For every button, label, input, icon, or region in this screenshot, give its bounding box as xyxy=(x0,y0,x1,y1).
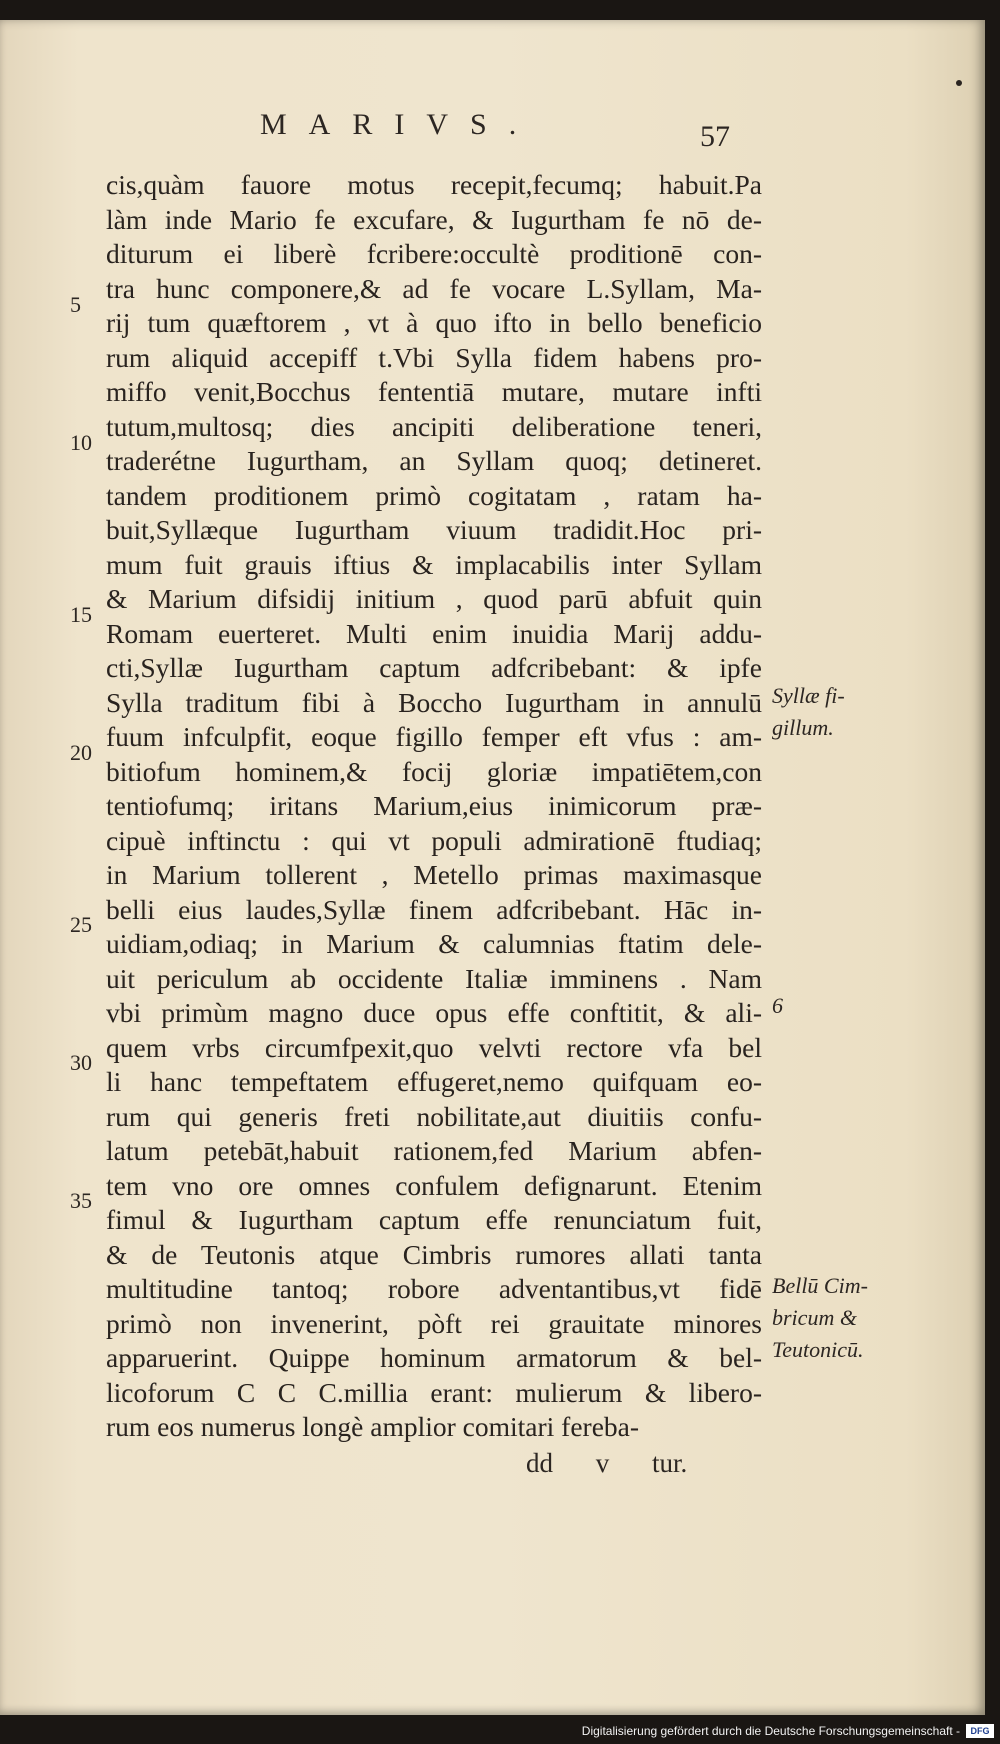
page-number: 57 xyxy=(700,120,730,153)
scanned-page xyxy=(0,20,985,1715)
line-number-15: 15 xyxy=(70,602,92,627)
margin-note-line: Bellū Cim- xyxy=(772,1273,868,1298)
text-line: Sylla traditum fibi à Boccho Iugurtham in annulū xyxy=(106,686,762,718)
text-line: Romam euerteret. Multi enim inuidia Marij addu- xyxy=(106,617,762,649)
line-number-5: 5 xyxy=(70,292,81,317)
text-line: vbi primùm magno duce opus effe conftitit, & ali- xyxy=(106,997,762,1028)
digitization-credit: Digitalisierung gefördert durch die Deutsche Forschungsgemeinschaft - xyxy=(581,1724,960,1738)
text-line: buit,Syllæque Iugurtham viuum tradidit.Hoc pri- xyxy=(106,514,762,545)
text-line: cti,Syllæ Iugurtham captum adfcribebant: & ipfe xyxy=(106,652,762,683)
text-line: rij tum quæftorem , vt à quo ifto in bello beneficio xyxy=(106,307,762,338)
margin-note-bellum xyxy=(772,1270,868,1366)
text-line: tentiofumq; iritans Marium,eius inimicorum præ- xyxy=(106,790,762,821)
text-line: rum eos numerus longè amplior comitari fereba- xyxy=(106,1411,640,1442)
line-number-35: 35 xyxy=(70,1188,92,1213)
margin-note-marker: 6 xyxy=(772,993,783,1018)
margin-note-sylla-seal xyxy=(772,680,845,744)
text-line: rum qui generis freti nobilitate,aut diuitiis confu- xyxy=(106,1100,762,1132)
margin-note-line: Teutonicū. xyxy=(772,1337,864,1362)
text-line: cis,quàm fauore motus recepit,fecumq; habuit.Pa xyxy=(106,169,762,200)
text-line: in Marium tollerent , Metello primas maximasque xyxy=(106,859,762,890)
text-line: primò non invenerint, pòft rei grauitate minores xyxy=(106,1307,762,1339)
text-line: uit periculum ab occidente Italiæ imminens . Nam xyxy=(106,962,762,994)
catchword: dd v tur. xyxy=(526,1448,688,1478)
text-line: li hanc tempeftatem effugeret,nemo quifquam eo- xyxy=(106,1066,762,1097)
text-line: belli eius laudes,Syllæ finem adfcribebant. Hāc in- xyxy=(106,893,762,925)
margin-note-line: gillum. xyxy=(772,715,834,740)
text-line: quem vrbs circumfpexit,quo velvti rectore vfa bel xyxy=(106,1031,762,1063)
text-line: mum fuit grauis iftius & implacabilis inter Syllam xyxy=(106,548,762,580)
line-number-10: 10 xyxy=(70,430,92,455)
text-line: traderétne Iugurtham, an Syllam quoq; detineret. xyxy=(106,445,762,476)
text-line: bitiofum hominem,& focij gloriæ impatiētem,con xyxy=(106,755,762,787)
text-line: fuum infculpfit, eoque figillo femper eft vfus : am- xyxy=(106,721,762,752)
text-line: rum aliquid accepiff t.Vbi Sylla fidem habens pro- xyxy=(106,341,762,373)
margin-note-line: Syllæ fi- xyxy=(772,683,845,708)
text-line: cipuè inftinctu : qui vt populi admirationē ftudiaq; xyxy=(106,824,762,856)
line-number-25: 25 xyxy=(70,912,92,937)
line-number-30: 30 xyxy=(70,1050,92,1075)
text-line: làm inde Mario fe excufare, & Iugurtham fe nō de- xyxy=(106,203,762,235)
text-line: licoforum C C C.millia erant: mulierum & libero- xyxy=(106,1376,762,1408)
text-line: latum petebāt,habuit rationem,fed Marium abfen- xyxy=(106,1135,762,1166)
text-line: tutum,multosq; dies ancipiti deliberatione teneri, xyxy=(106,410,762,442)
text-line: diturum ei liberè fcribere:occultè proditionē con- xyxy=(106,238,762,269)
text-line: miffo venit,Bocchus fententiā mutare, mutare infti xyxy=(106,376,762,407)
text-line: tem vno ore omnes confulem defignarunt. Etenim xyxy=(106,1169,762,1201)
margin-note-line: bricum & xyxy=(772,1305,857,1330)
dfg-logo: DFG xyxy=(966,1724,994,1738)
running-title: MARIVS. xyxy=(260,108,539,141)
text-line: tandem proditionem primò cogitatam , ratam ha- xyxy=(106,479,762,511)
ink-speck xyxy=(956,80,962,86)
line-number-20: 20 xyxy=(70,740,92,765)
text-line: uidiam,odiaq; in Marium & calumnias ftatim dele- xyxy=(106,928,762,959)
body-text xyxy=(106,168,762,1445)
text-line: tra hunc componere,& ad fe vocare L.Syllam, Ma- xyxy=(106,272,762,304)
text-line: multitudine tantoq; robore adventantibus,vt fidē xyxy=(106,1273,762,1304)
text-line: & de Teutonis atque Cimbris rumores allati tanta xyxy=(106,1238,762,1270)
text-line: & Marium difsidij initium , quod parū abfuit quin xyxy=(106,583,762,614)
text-line: apparuerint. Quippe hominum armatorum & bel- xyxy=(106,1342,762,1373)
text-line: fimul & Iugurtham captum effe renunciatum fuit, xyxy=(106,1204,762,1235)
